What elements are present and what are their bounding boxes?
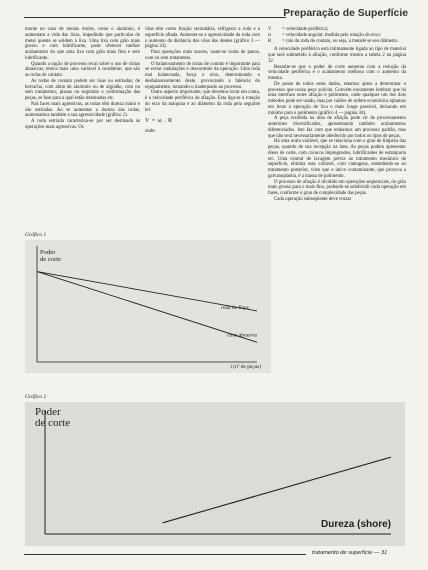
definition-symbol: R xyxy=(268,38,272,44)
graph-1-canvas xyxy=(25,240,271,373)
paragraph: Outro aspecto importante, que devemos levar em conta, é a velocidade periférica da afiação. Esta liga-se à rotação do eixo da máquina e ao diâmetro da roda pela seguinte lei: xyxy=(145,90,260,113)
graph-1 xyxy=(25,240,271,373)
graph-2-caption: Gráfico 2 xyxy=(25,394,47,400)
paragraph: Nas faces mais agressivas, as rodas têm dureza maior e são estriadas. Ao se aumentar a dureza das rodas, aumentamos também a sua agressividade (gráfico 2). xyxy=(25,101,140,119)
definition-symbol: ω xyxy=(268,32,272,38)
series-line xyxy=(163,457,391,523)
paragraph: monte no caso de metais moles, como o alumínio, é aumentam a vida das lixas, impedindo que partículas de metal quente se soldem à lixa. Uma lixa com grão mais grosso e com lubrificante, pode oferecer melhor acabamento do que uma lixa com grão mais fino e sem lubrificante. xyxy=(25,27,140,61)
y-axis-label: Poder de corte xyxy=(35,406,71,429)
paragraph: A roda estriada caracteriza-se por ser destinada às operações mais agressivas. Os xyxy=(25,119,140,130)
where-label: onde: xyxy=(145,129,156,134)
definition-row xyxy=(268,39,406,45)
graph-1-caption: Gráfico 1 xyxy=(25,232,47,238)
paragraph: Há uma outra variável, que se relaciona com o grau de limpeza das peças, quando de sua recepção na área. As peças podem apresentar óleos de corte, com cavacos impregnados, lubrificantes de estamparia etc. Uma central de lavagem prévia ao tratamento mecânico de superfície, elimina esta variável, com vantagens, estendendo-se ao tratamento posterior, visto que o único contaminante, que provoca a galvanoplastia, é a massa de polimento. xyxy=(268,139,406,179)
formula: V = ω . R xyxy=(145,118,173,125)
paragraph: Para operações mais suaves, usam-se rodas de panos, com ou sem tratamento. xyxy=(145,50,260,61)
paragraph: O processo de afiação é dividido em operações seqüenciais, do grão mais grosso para o mais fino, podendo-se subdividir cada operação em fases, conforme o grau de complexidade das peças. xyxy=(268,179,406,196)
paragraph: As rodas de contato podem ser lisas ou estriadas; de borracha, com alma de alumínio ou de algodão, com ou sem tratamento; planas ou seguindo a conformação das peças, se fase para a qual estão destinadas etc. xyxy=(25,78,140,101)
graph-2 xyxy=(25,402,405,546)
paragraph: A velocidade periférica está intimamente ligada ao tipo de material que será submetido à afiação, conforme mostra a tabela 2 na página 32. xyxy=(268,47,406,64)
definition-text: = velocidade periférica; xyxy=(282,27,329,32)
paragraph: vãos têm como função secundária, refrigerar a roda e a superfície afiada. Aumenta-se a agressividade da roda com o aumento da distância dos vãos dos dentes (gráfico 3 — página 34). xyxy=(145,27,260,50)
definition-symbol: V xyxy=(268,27,272,32)
paragraph: Cada operação subseqüente deve cruzar xyxy=(274,196,352,202)
paragraph: De posse de todos estes dados, estamos aptos a determinar o processo que nossa peça solicita. Convém novamente lembrar que há uma interface entre afiação e polimento, onde qualquer um dos dois métodos pode ser usado, mas por razões de ordem econômica optamos em levar a operação de lixa o mais longe possível, deixando em mínimo para o polimento (gráfico 4 — página 34). xyxy=(268,81,406,116)
header-rule xyxy=(24,17,286,18)
paragraph: Ressalte-se que o poder de corte aumenta com a redução da velocidade periférica e o acabamento melhora com o aumento da mesma. xyxy=(268,64,406,81)
page-footer: tratamento de superfície — 31 xyxy=(312,550,388,556)
x-axis-label: t (nº de peças) xyxy=(230,364,261,370)
series-label: cinta abrasiva xyxy=(227,332,257,339)
text-column-3 xyxy=(268,27,406,203)
definition-text: = raio da roda de contato, ou seja, a metade se seu diâmetro. xyxy=(282,38,399,44)
x-axis-label: Dureza (shore) xyxy=(320,519,391,530)
text-column-2 xyxy=(145,27,260,135)
series-label: roda de flaps xyxy=(221,304,249,311)
definition-text: = velocidade angular, medida pela rotação do eixo; xyxy=(282,32,381,38)
paragraph: O balanceamento de rodas de contato é importante para se evitar ondulações e descontrole da operação. Uma roda mal balanceada, força o eixo, determinando o desbalanceamento deste, provocando a falência do equipamento, tornando-o inadequado ao processo. xyxy=(145,61,260,90)
text-column-1 xyxy=(25,27,140,131)
footer-rule xyxy=(24,554,306,555)
section-title: Preparação de Superfície xyxy=(283,8,408,19)
paragraph: Quando a opção de processo recai sobre o uso de cintas abrasivas, temos mais uma variável à considerar, que são as rodas de contato. xyxy=(25,61,140,78)
y-axis-label: Poder de corte xyxy=(40,249,62,263)
variable-definitions xyxy=(268,27,406,44)
graph-2-canvas xyxy=(25,402,405,546)
paragraph: A peça recebida na área de afiação pode vir de processamento anteriores diversificados, apresentando também acabamentos diferenciados. Isto faz com que tenhamos um processo padrão, mas que não será necessariamente obedecido por todos os tipos de peças. xyxy=(268,116,406,139)
